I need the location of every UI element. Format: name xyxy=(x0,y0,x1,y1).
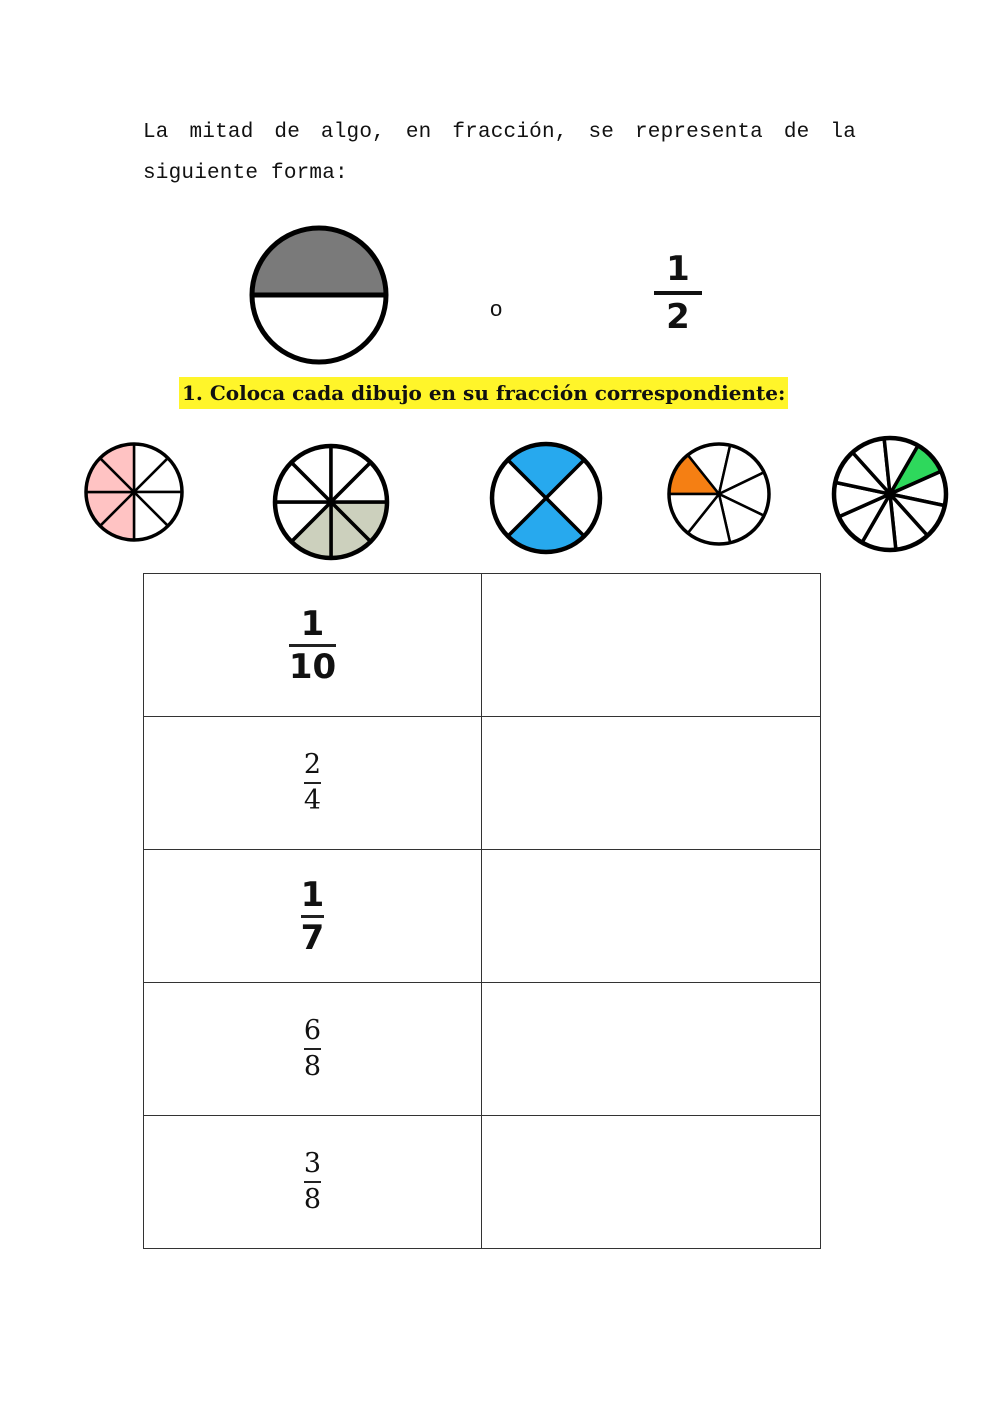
denominator: 10 xyxy=(288,646,337,687)
answer-drop-cell[interactable] xyxy=(482,983,821,1116)
pie-quarters-blue[interactable] xyxy=(489,441,603,555)
pie-sevenths-orange[interactable] xyxy=(666,441,772,547)
fraction-bar xyxy=(304,1181,321,1183)
fraction-one-tenth xyxy=(288,603,337,687)
answer-drop-cell[interactable] xyxy=(482,1116,821,1249)
answer-table xyxy=(143,573,821,1249)
denominator: 8 xyxy=(303,1184,322,1215)
table-row xyxy=(144,1116,821,1249)
fraction-bar xyxy=(654,291,702,295)
answer-drop-cell[interactable] xyxy=(482,850,821,983)
numerator: 6 xyxy=(303,1015,322,1046)
numerator: 3 xyxy=(303,1148,322,1179)
fraction-cell xyxy=(144,983,482,1116)
instruction-heading: 1. Coloca cada dibujo en su fracción correspondiente: xyxy=(179,377,788,409)
numerator: 1 xyxy=(300,603,325,644)
fraction-two-quarters xyxy=(304,750,321,816)
denominator: 7 xyxy=(300,917,325,958)
table-row xyxy=(144,574,821,717)
pie-tenths-green[interactable] xyxy=(831,435,949,553)
table-row xyxy=(144,983,821,1116)
fraction-cell xyxy=(144,1116,482,1249)
fraction-cell xyxy=(144,717,482,850)
answer-drop-cell[interactable] xyxy=(482,717,821,850)
pie-eighths-pink[interactable] xyxy=(83,441,185,543)
or-word: o xyxy=(490,296,503,321)
denominator: 4 xyxy=(303,785,322,816)
fraction-cell xyxy=(144,574,482,717)
numerator: 1 xyxy=(300,874,325,915)
pie-eighths-sage[interactable] xyxy=(272,443,390,561)
half-denominator: 2 xyxy=(666,297,690,337)
fraction-six-eighths xyxy=(304,1016,321,1082)
answer-drop-cell[interactable] xyxy=(482,574,821,717)
numerator: 2 xyxy=(303,749,322,780)
intro-paragraph: La mitad de algo, en fracción, se representa de la siguiente forma: xyxy=(143,121,856,185)
table-row xyxy=(144,850,821,983)
fraction-cell xyxy=(144,850,482,983)
fraction-one-seventh xyxy=(300,874,325,958)
half-numerator: 1 xyxy=(666,249,690,289)
fraction-three-eighths xyxy=(304,1149,321,1215)
fraction-bar xyxy=(304,782,321,784)
half-fraction xyxy=(652,250,704,336)
denominator: 8 xyxy=(303,1051,322,1082)
fraction-bar xyxy=(304,1048,321,1050)
half-circle-figure xyxy=(248,224,390,366)
table-row xyxy=(144,717,821,850)
